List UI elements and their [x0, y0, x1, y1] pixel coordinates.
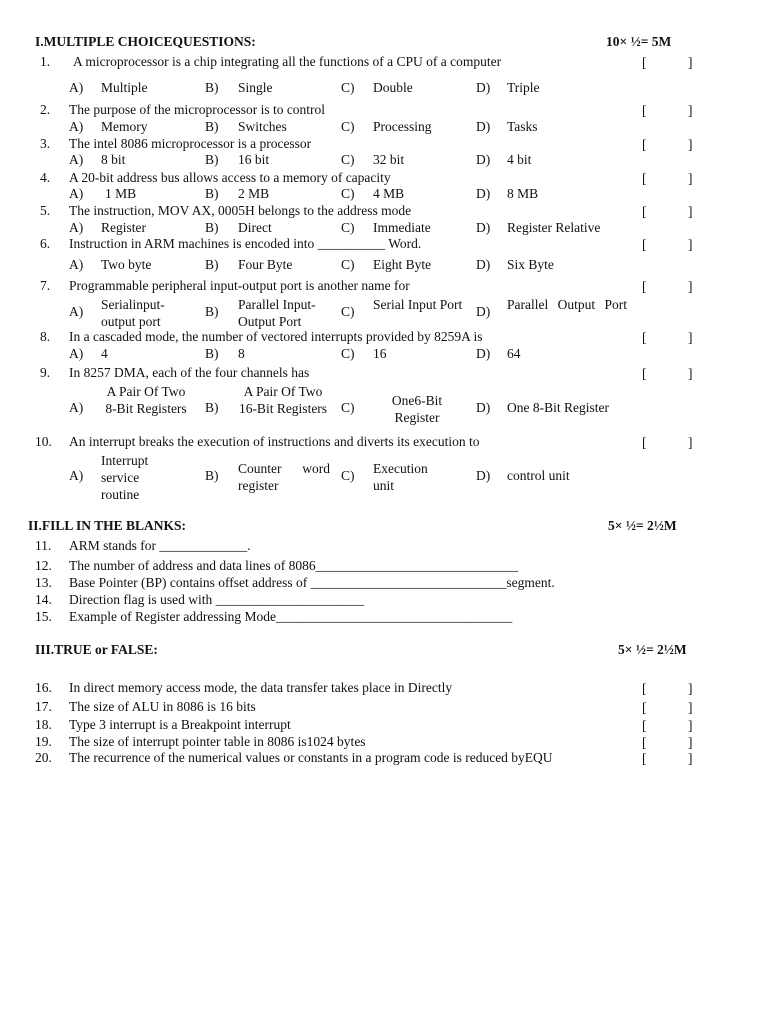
option-letter-c: C) — [341, 346, 355, 361]
question-text: The purpose of the microprocessor is to control — [69, 102, 326, 117]
section-title-mcq: I.MULTIPLE CHOICEQUESTIONS: — [35, 34, 256, 49]
option-c: 16 — [373, 346, 387, 361]
question-number: 19. — [35, 734, 52, 749]
option-a: 4 — [101, 346, 108, 361]
option-letter-d: D) — [476, 304, 491, 319]
answer-bracket-open: [ — [642, 330, 647, 345]
question-number: 8. — [40, 329, 51, 344]
option-letter-a: A) — [69, 257, 84, 272]
option-letter-a: A) — [69, 468, 84, 483]
answer-bracket-open: [ — [642, 55, 647, 70]
question-text: ARM stands for _____________. — [69, 538, 251, 553]
answer-bracket-close: ] — [688, 137, 693, 152]
question-text: In a cascaded mode, the number of vectored interrupts provided by 8259A is — [69, 329, 483, 344]
answer-bracket-open: [ — [642, 700, 647, 715]
question-text: Example of Register addressing Mode___________________________________ — [69, 609, 513, 624]
question-number: 15. — [35, 609, 52, 624]
option-a: Register — [101, 220, 146, 235]
option-c: Serial Input Port — [373, 297, 463, 312]
answer-bracket-close: ] — [688, 204, 693, 219]
answer-bracket-close: ] — [688, 103, 693, 118]
question-number: 20. — [35, 750, 52, 765]
option-d: 8 MB — [507, 186, 539, 201]
option-letter-a: A) — [69, 119, 84, 134]
option-letter-a: A) — [69, 186, 84, 201]
question-number: 3. — [40, 136, 51, 151]
question-number: 7. — [40, 278, 51, 293]
option-a: 8 bit — [101, 152, 126, 167]
option-letter-d: D) — [476, 257, 491, 272]
answer-bracket-close: ] — [688, 681, 693, 696]
option-letter-b: B) — [205, 346, 219, 361]
option-c: Eight Byte — [373, 257, 432, 272]
option-a: Serialinput-output port — [101, 297, 165, 329]
question-text: In direct memory access mode, the data transfer takes place in Directly — [69, 680, 453, 695]
answer-bracket-close: ] — [688, 279, 693, 294]
answer-bracket-close: ] — [688, 330, 693, 345]
question-number: 16. — [35, 680, 52, 695]
option-d: Six Byte — [507, 257, 554, 272]
option-c: Execution unit — [373, 461, 428, 493]
option-letter-b: B) — [205, 80, 219, 95]
question-text: An interrupt breaks the execution of instructions and diverts its execution to — [69, 434, 480, 449]
option-letter-a: A) — [69, 346, 84, 361]
option-letter-c: C) — [341, 186, 355, 201]
option-a: A Pair Of Two 8-Bit Registers — [105, 384, 187, 416]
option-letter-b: B) — [205, 119, 219, 134]
answer-bracket-close: ] — [688, 171, 693, 186]
option-b: Counter word register — [238, 461, 330, 493]
option-letter-c: C) — [341, 257, 355, 272]
option-a: Memory — [101, 119, 148, 134]
question-number: 10. — [35, 434, 52, 449]
option-d: Register Relative — [507, 220, 601, 235]
option-c: One6-Bit Register — [391, 393, 443, 425]
option-d: Parallel Output Port — [507, 297, 627, 312]
answer-bracket-open: [ — [642, 435, 647, 450]
answer-bracket-open: [ — [642, 103, 647, 118]
answer-bracket-open: [ — [642, 137, 647, 152]
option-a: 1 MB — [105, 186, 137, 201]
option-letter-b: B) — [205, 257, 219, 272]
question-text: Base Pointer (BP) contains offset address of _____________________________segment. — [69, 575, 555, 590]
option-letter-b: B) — [205, 186, 219, 201]
answer-bracket-close: ] — [688, 735, 693, 750]
option-letter-d: D) — [476, 220, 491, 235]
question-number: 1. — [40, 54, 51, 69]
option-letter-d: D) — [476, 152, 491, 167]
answer-bracket-open: [ — [642, 237, 647, 252]
question-number: 12. — [35, 558, 52, 573]
question-text: The recurrence of the numerical values or constants in a program code is reduced byEQU — [69, 750, 553, 765]
option-letter-c: C) — [341, 119, 355, 134]
answer-bracket-close: ] — [688, 55, 693, 70]
question-text: A 20-bit address bus allows access to a memory of capacity — [69, 170, 391, 185]
option-letter-d: D) — [476, 80, 491, 95]
option-letter-b: B) — [205, 304, 219, 319]
question-text: A microprocessor is a chip integrating all the functions of a CPU of a computer — [73, 54, 502, 69]
answer-bracket-open: [ — [642, 751, 647, 766]
question-number: 17. — [35, 699, 52, 714]
option-letter-d: D) — [476, 468, 491, 483]
question-number: 2. — [40, 102, 51, 117]
option-b: Direct — [238, 220, 272, 235]
option-a: Two byte — [101, 257, 152, 272]
option-b: 2 MB — [238, 186, 270, 201]
answer-bracket-close: ] — [688, 718, 693, 733]
option-d: One 8-Bit Register — [507, 400, 609, 415]
answer-bracket-close: ] — [688, 751, 693, 766]
option-b: Single — [238, 80, 273, 95]
option-letter-c: C) — [341, 304, 355, 319]
question-number: 5. — [40, 203, 51, 218]
option-letter-d: D) — [476, 119, 491, 134]
answer-bracket-close: ] — [688, 237, 693, 252]
option-d: Tasks — [507, 119, 538, 134]
option-c: Processing — [373, 119, 432, 134]
question-text: The size of ALU in 8086 is 16 bits — [69, 699, 256, 714]
answer-bracket-open: [ — [642, 279, 647, 294]
answer-bracket-open: [ — [642, 718, 647, 733]
answer-bracket-close: ] — [688, 366, 693, 381]
option-d: Triple — [507, 80, 540, 95]
option-d: control unit — [507, 468, 570, 483]
answer-bracket-open: [ — [642, 171, 647, 186]
option-letter-b: B) — [205, 152, 219, 167]
option-d: 64 — [507, 346, 521, 361]
option-letter-c: C) — [341, 80, 355, 95]
question-text: The size of interrupt pointer table in 8086 is1024 bytes — [69, 734, 366, 749]
option-d: 4 bit — [507, 152, 532, 167]
section-title-tf: III.TRUE or FALSE: — [35, 642, 158, 657]
answer-bracket-open: [ — [642, 204, 647, 219]
option-b: 8 — [238, 346, 245, 361]
question-text: Type 3 interrupt is a Breakpoint interrupt — [69, 717, 291, 732]
question-text: The number of address and data lines of 8086______________________________ — [69, 558, 519, 573]
question-number: 4. — [40, 170, 51, 185]
option-b: A Pair Of Two 16-Bit Registers — [238, 384, 328, 416]
option-c: Immediate — [373, 220, 431, 235]
option-letter-d: D) — [476, 186, 491, 201]
option-letter-a: A) — [69, 152, 84, 167]
section-title-fill: II.FILL IN THE BLANKS: — [28, 518, 187, 533]
option-c: 4 MB — [373, 186, 405, 201]
option-letter-c: C) — [341, 400, 355, 415]
option-b: Four Byte — [238, 257, 293, 272]
option-letter-b: B) — [205, 468, 219, 483]
question-text: Programmable peripheral input-output port is another name for — [69, 278, 410, 293]
question-text: Instruction in ARM machines is encoded into __________ Word. — [69, 236, 422, 251]
option-letter-b: B) — [205, 400, 219, 415]
option-a: Interrupt service routine — [101, 453, 149, 502]
option-letter-a: A) — [69, 220, 84, 235]
option-letter-d: D) — [476, 346, 491, 361]
answer-bracket-open: [ — [642, 681, 647, 696]
option-letter-c: C) — [341, 152, 355, 167]
option-letter-b: B) — [205, 220, 219, 235]
section-marks-mcq: 10× ½= 5M — [606, 34, 672, 49]
option-b: Parallel Input-Output Port — [238, 297, 316, 329]
question-text: The intel 8086 microprocessor is a processor — [69, 136, 312, 151]
option-b: 16 bit — [238, 152, 270, 167]
answer-bracket-open: [ — [642, 366, 647, 381]
question-text: The instruction, MOV AX, 0005H belongs to the address mode — [69, 203, 412, 218]
question-number: 13. — [35, 575, 52, 590]
answer-bracket-open: [ — [642, 735, 647, 750]
question-number: 14. — [35, 592, 52, 607]
option-letter-a: A) — [69, 304, 84, 319]
option-letter-a: A) — [69, 400, 84, 415]
answer-bracket-close: ] — [688, 435, 693, 450]
option-letter-c: C) — [341, 468, 355, 483]
option-a: Multiple — [101, 80, 148, 95]
question-text: In 8257 DMA, each of the four channels has — [69, 365, 310, 380]
option-letter-d: D) — [476, 400, 491, 415]
answer-bracket-close: ] — [688, 700, 693, 715]
question-number: 6. — [40, 236, 51, 251]
option-c: 32 bit — [373, 152, 405, 167]
question-number: 9. — [40, 365, 51, 380]
question-number: 18. — [35, 717, 52, 732]
option-letter-c: C) — [341, 220, 355, 235]
section-marks-fill: 5× ½= 2½M — [608, 518, 677, 533]
option-c: Double — [373, 80, 413, 95]
question-number: 11. — [35, 538, 52, 553]
option-letter-a: A) — [69, 80, 84, 95]
section-marks-tf: 5× ½= 2½M — [618, 642, 687, 657]
question-text: Direction flag is used with ______________________ — [69, 592, 365, 607]
option-b: Switches — [238, 119, 287, 134]
